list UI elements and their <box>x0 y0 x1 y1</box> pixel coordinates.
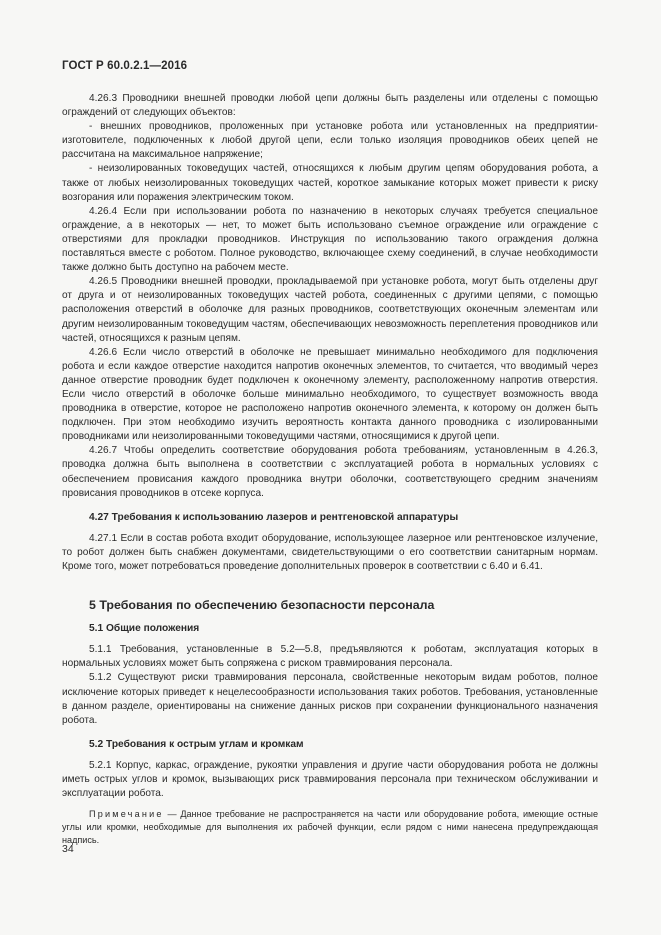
list-item-external-conductors: - внешних проводников, проложенных при установке робота или установленных на предприятии-изготовителе, подключенных к любой другой цепи, если только изоляция проводников обеих цепей не рассчитана на максимальное напряжение; <box>62 121 598 161</box>
list-item-uninsulated-parts: - неизолированных токоведущих частей, относящихся к любым другим цепям оборудования робота, а также от любых неизолированных токоведущих частей, короткое замыкание которых может привести к риску возгорания или поражения электрическим током. <box>62 163 598 203</box>
standard-header: ГОСТ Р 60.0.2.1—2016 <box>62 60 188 72</box>
paragraph-5-1-2: 5.1.2 Существуют риски травмирования персонала, свойственные некоторым видам роботов, полное исключение которых приведет к нецелесообразности использования таких роботов. Требования, установленные в данном разделе, ориентированы на снижение данных рисков при сохранении функционального назначения робота. <box>62 672 598 726</box>
heading-section-5: 5 Требования по обеспечению безопасности персонала <box>89 598 435 613</box>
paragraph-4-26-3: 4.26.3 Проводники внешней проводки любой цепи должны быть разделены или отделены с помощью ограждений от следующих объектов: <box>62 93 598 119</box>
paragraph-5-1-1: 5.1.1 Требования, установленные в 5.2—5.8, предъявляются к роботам, эксплуатация которых в нормальных условиях может быть сопряжена с риском травмирования персонала. <box>62 644 598 670</box>
note-text: — Данное требование не распространяется на части или оборудование робота, имеющие остные углы или кромки, необходимые для выполнения их рабочей функции, если рядом с ними нанесена предупреждающая надпись. <box>62 809 598 846</box>
paragraph-4-26-5: 4.26.5 Проводники внешней проводки, прокладываемой при установке робота, могут быть отделены друг от друга и от неизолированных токоведущих частей робота, соединенных с другими цепями, с помощью расположения отверстий в оболочке для разных проводников, соответствующих оконечным элементам или другим неизолированным токоведущим частям, обеспечивающих невозможность переплетения проводников или частей, относящихся к разным цепям. <box>62 276 598 344</box>
paragraph-4-26-4: 4.26.4 Если при использовании робота по назначению в некоторых случаях требуется специальное ограждение, а в некоторых — нет, то может быть использовано съемное ограждение или ограждение с отверстиями для прокладки проводников. Инструкция по использованию такого ограждения должна поставляться вместе с роботом. Полное руководство, включающее схему соединений, в случае необходимости также должно быть доступно на рабочем месте. <box>62 205 598 274</box>
document-body <box>62 92 598 847</box>
paragraph-5-2-1: 5.2.1 Корпус, каркас, ограждение, рукоятки управления и другие части оборудования робота не должны иметь острых углов и кромок, вызывающих риск травмирования персонала при техническом обслуживании и эксплуатации робота. <box>62 759 598 800</box>
paragraph-4-27-1: 4.27.1 Если в состав робота входит оборудование, использующее лазерное или рентгеновское излучение, то робот должен быть снабжен документами, свидетельствующими о его соответствии санитарным нормам. Кроме того, может потребоваться проведение дополнительных проверок в соответствии с 6.40 и 6.41. <box>62 532 598 572</box>
paragraph-4-26-6: 4.26.6 Если число отверстий в оболочке не превышает минимально необходимого для подключения робота и если каждое отверстие находится напротив оконечных элементов, то считается, что вводимый через данное отверстие проводник будет подключен к оконечному элементу, расположенному напротив отверстия. Если число отверстий в оболочке больше минимально необходимого, то существует возможность ввода проводника в отверстие, которое не расположено напротив оконечного элемента, к которому он должен быть подключен. При этом необходимо изучить вероятность контакта данного проводника с изолированными проводниками или неизолированными токоведущими частями, относящимися к другой цепи. <box>62 346 598 443</box>
heading-5-2: 5.2 Требования к острым углам и кромкам <box>89 738 304 750</box>
paragraph-4-26-7: 4.26.7 Чтобы определить соответствие оборудования робота требованиям, установленным в 4.26.3, проводка должна быть выполнена в соответствии с эксплуатацией робота в нормальных условиях с обеспечением провисания каждого проводника внутри оболочки, соответствующего средним значениям провисания проводников в отсеке корпуса. <box>62 445 598 499</box>
heading-4-27: 4.27 Требования к использованию лазеров и рентгеновской аппаратуры <box>89 511 459 523</box>
note-label: Примечание <box>89 809 164 820</box>
note <box>62 808 598 847</box>
page-number: 34 <box>62 843 74 855</box>
heading-5-1: 5.1 Общие положения <box>89 623 200 635</box>
